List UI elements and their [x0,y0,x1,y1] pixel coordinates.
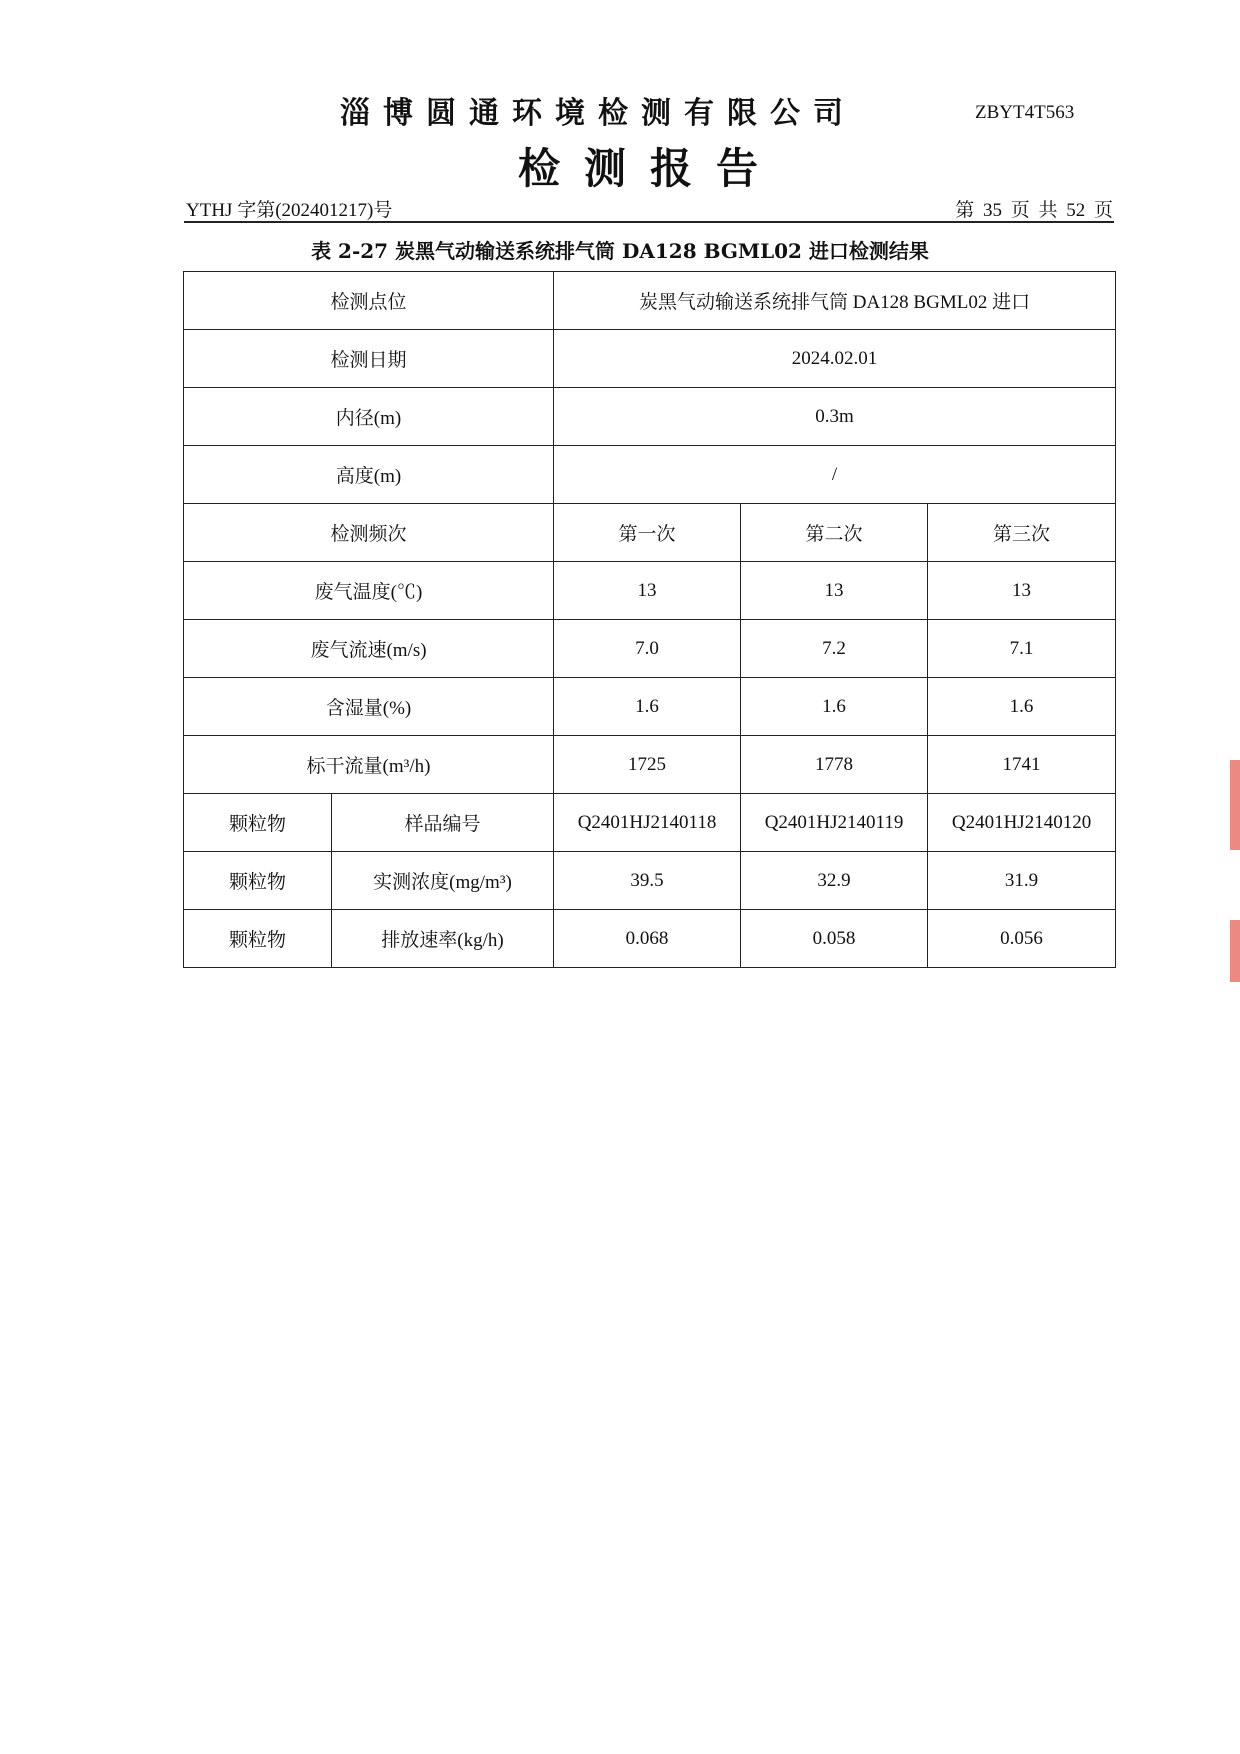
particulate-item: 排放速率(kg/h) [332,910,554,968]
frequency-3: 第三次 [928,504,1116,562]
table-cell: 1741 [928,736,1116,794]
table-row [184,388,1116,446]
date-label: 检测日期 [184,330,554,388]
table-cell: 0.056 [928,910,1116,968]
table-row [184,852,1116,910]
table-cell: 0.068 [554,910,741,968]
company-name: 淄博圆通环境检测有限公司 [340,96,856,131]
particulate-item: 样品编号 [332,794,554,852]
table-cell: 1725 [554,736,741,794]
table-cell: 7.0 [554,620,741,678]
table-row [184,794,1116,852]
table-cell: 1778 [741,736,928,794]
table-cell: 7.1 [928,620,1116,678]
frequency-1: 第一次 [554,504,741,562]
row-label: 废气温度(℃) [184,562,554,620]
table-cell: 7.2 [741,620,928,678]
table-cell: Q2401HJ2140119 [741,794,928,852]
location-label: 检测点位 [184,272,554,330]
height-label: 高度(m) [184,446,554,504]
header-rule [184,221,1114,223]
table-cell: 32.9 [741,852,928,910]
particulate-label: 颗粒物 [184,852,332,910]
table-cell: 39.5 [554,852,741,910]
table-row [184,562,1116,620]
table-row [184,678,1116,736]
table-row [184,446,1116,504]
table-row [184,910,1116,968]
table-cell: 1.6 [928,678,1116,736]
table-cell: 31.9 [928,852,1116,910]
location-value: 炭黑气动输送系统排气筒 DA128 BGML02 进口 [554,272,1116,330]
table-row [184,736,1116,794]
seal-stamp-fragment [1230,920,1240,982]
particulate-item: 实测浓度(mg/m³) [332,852,554,910]
row-label: 废气流速(m/s) [184,620,554,678]
table-cell: 13 [741,562,928,620]
seal-stamp-fragment [1230,760,1240,850]
report-title: 检测报告 [517,144,782,193]
height-value: / [554,446,1116,504]
table-row [184,272,1116,330]
document-code: ZBYT4T563 [975,102,1075,123]
particulate-label: 颗粒物 [184,910,332,968]
diameter-value: 0.3m [554,388,1116,446]
row-label: 含湿量(%) [184,678,554,736]
frequency-2: 第二次 [741,504,928,562]
table-caption: 表 2-27 炭黑气动输送系统排气筒 DA128 BGML02 进口检测结果 [311,239,929,263]
table-cell: 1.6 [741,678,928,736]
table-cell: 0.058 [741,910,928,968]
table-row [184,504,1116,562]
particulate-label: 颗粒物 [184,794,332,852]
table-row [184,620,1116,678]
table-cell: 13 [554,562,741,620]
report-number: YTHJ 字第(202401217)号 [186,200,393,221]
page-info: 第 35 页 共 52 页 [955,200,1113,221]
table-cell: Q2401HJ2140120 [928,794,1116,852]
row-label: 标干流量(m³/h) [184,736,554,794]
table-cell: Q2401HJ2140118 [554,794,741,852]
frequency-label: 检测频次 [184,504,554,562]
diameter-label: 内径(m) [184,388,554,446]
results-table [183,271,1116,968]
table-cell: 1.6 [554,678,741,736]
table-row [184,330,1116,388]
table-cell: 13 [928,562,1116,620]
date-value: 2024.02.01 [554,330,1116,388]
